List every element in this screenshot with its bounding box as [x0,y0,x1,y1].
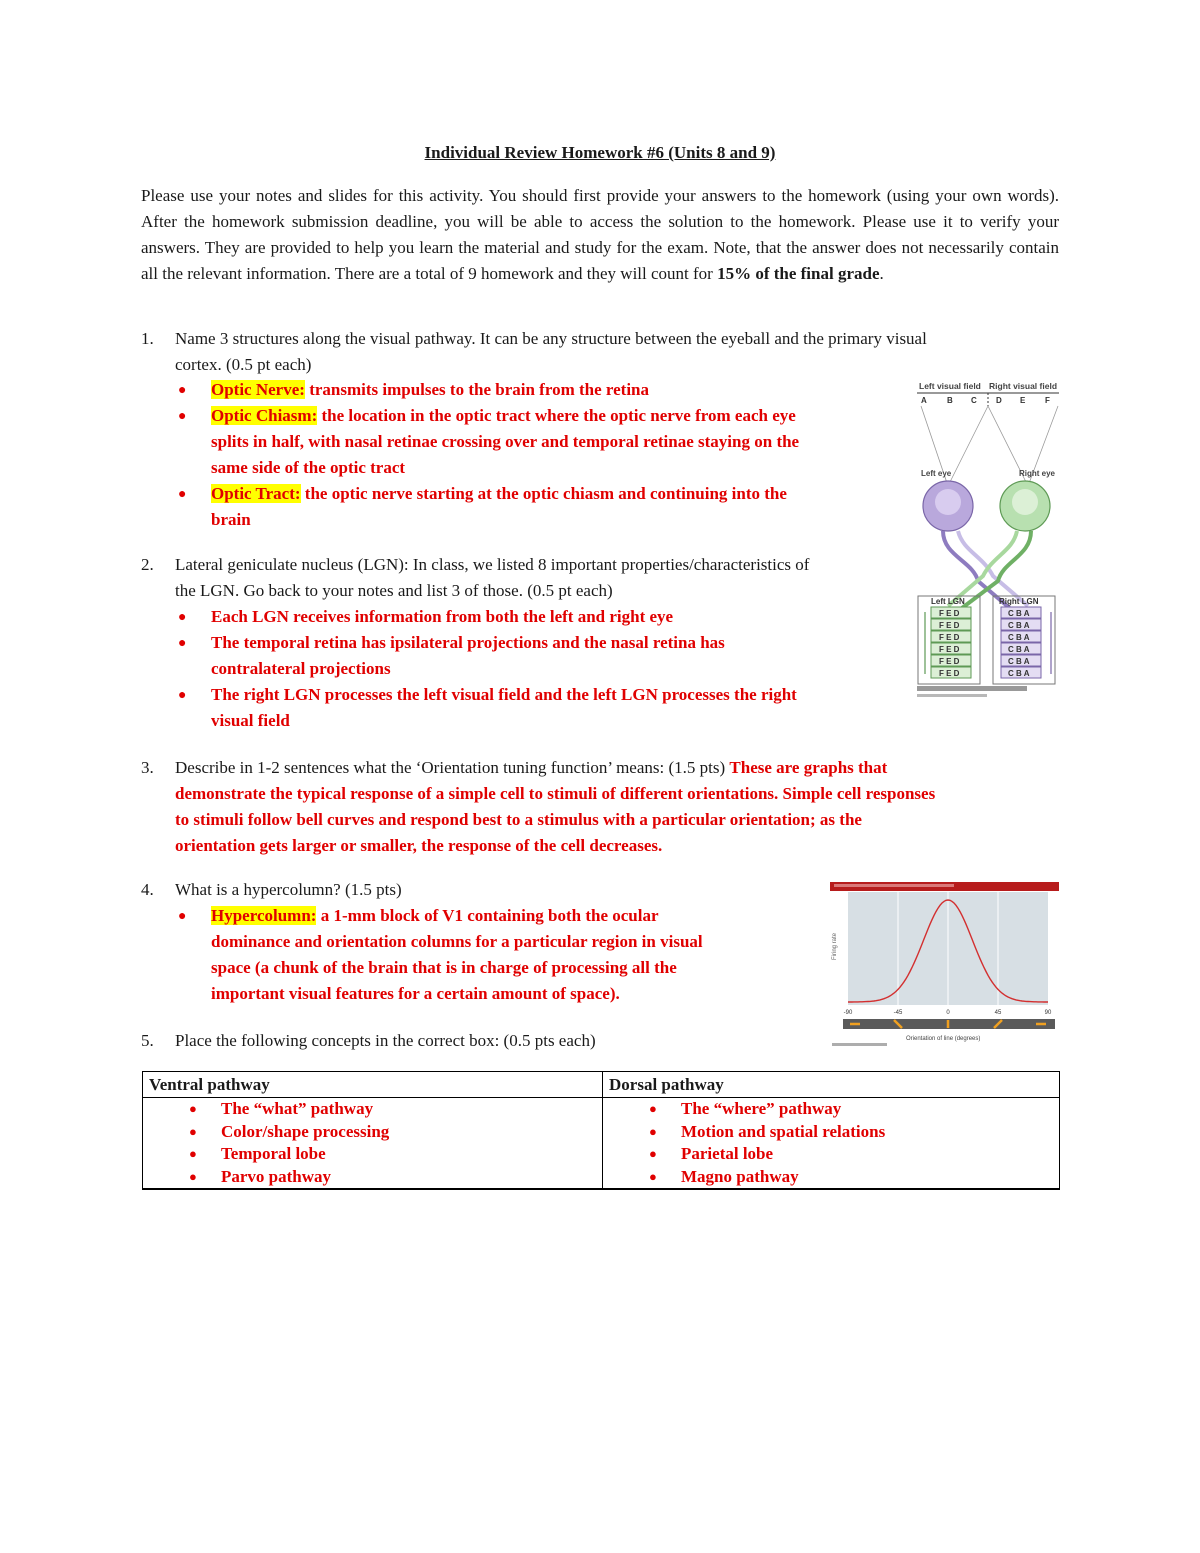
left-lgn-label: Left LGN [931,597,965,606]
lgn-cell: F E D [939,621,960,630]
intro-paragraph [141,183,1059,287]
lgn-cell: C B A [1008,657,1030,666]
list-item: ● Parietal lobe [609,1143,1053,1166]
answer-text: space (a chunk of the brain that is in charge of processing all the [211,958,677,977]
visual-pathway-figure [913,376,1063,706]
list-item: ● The “what” pathway [149,1098,596,1121]
bullet-icon: ● [178,409,187,424]
question-text: What is a hypercolumn? (1.5 pts) [175,880,402,899]
question-text: Name 3 structures along the visual pathway. It can be any structure between the eyeball and the primary visual [175,329,927,348]
field-letter: C [971,396,977,405]
right-lgn-label: Right LGN [999,597,1039,606]
left-eye-label: Left eye [921,469,952,478]
intro-bold: 15% of the final grade [717,264,880,283]
lgn-cell: C B A [1008,621,1030,630]
orientation-tuning-figure [826,880,1060,1050]
page-title: Individual Review Homework #6 (Units 8 and 9) [424,143,776,162]
lgn-cell: C B A [1008,669,1030,678]
x-axis-label: Orientation of line (degrees) [906,1036,981,1042]
list-item: ● Motion and spatial relations [609,1121,1053,1144]
answer-text: The right LGN processes the left visual field and the left LGN processes the right [211,685,797,704]
table-header-dorsal: Dorsal pathway [603,1072,1060,1098]
right-field-label: Right visual field [989,381,1058,391]
question-1 [141,326,1059,378]
lgn-cell: C B A [1008,633,1030,642]
answer-text: the location in the optic tract where the optic nerve from each eye [317,406,796,425]
question-5 [141,1028,801,1054]
lgn-cell: F E D [939,645,960,654]
question-text: cortex. (0.5 pt each) [175,355,312,374]
lgn-cell: F E D [939,657,960,666]
bullet-icon: ● [189,1123,197,1139]
bullet-icon: ● [189,1146,197,1161]
right-eye-label: Right eye [1019,469,1056,478]
answer-text: contralateral projections [211,659,391,678]
list-item: ● Temporal lobe [149,1143,596,1166]
answer-text: same side of the optic tract [211,458,406,477]
list-item: ● Parvo pathway [149,1166,596,1189]
lgn-cell: F E D [939,609,960,618]
intro-end: . [879,264,884,283]
answer-text: The temporal retina has ipsilateral projections and the nasal retina has [211,633,725,652]
answer-text: These are graphs that [729,758,888,777]
x-tick-label: 45 [994,1010,1002,1016]
bullet-icon: ● [178,688,187,703]
question-number: 4. [141,880,154,899]
x-tick-label: -45 [893,1010,903,1016]
answer-text: brain [211,510,251,529]
answer-term: Hypercolumn: [211,906,317,925]
answer-item [211,403,796,429]
lgn-cell: F E D [939,633,960,642]
bullet-icon: ● [178,610,187,625]
bullet-icon: ● [649,1168,657,1184]
question-text: Lateral geniculate nucleus (LGN): In class, we listed 8 important properties/characteristics of [175,555,810,574]
bullet-icon: ● [649,1101,657,1116]
answer-text: Each LGN receives information from both the left and right eye [211,607,674,626]
x-tick-label: 0 [946,1010,950,1016]
intro-text: Please use your notes and slides for this activity. You should first provide your answers to the homework (using your own words). After the homework submission deadline, you will be able to access the solution to the homework. Please use it to verify your answers. They are provided to help you learn the material and study for the exam. Note, that the answer does not necessarily contain all the relevant information. There are a total of 9 homework and they will count for [141,186,1059,283]
answer-item [211,377,649,403]
bullet-icon: ● [649,1146,657,1161]
bullet-icon: ● [649,1123,657,1139]
question-2 [141,552,921,604]
question-4 [141,877,801,903]
dorsal-cell [603,1098,1060,1190]
figure-caption [832,1043,887,1046]
field-letter: A [921,396,927,405]
question-number: 3. [141,758,154,777]
answer-term: Optic Nerve: [211,380,305,399]
x-tick-label: -90 [843,1010,853,1016]
answer-term: Optic Chiasm: [211,406,318,425]
x-tick-label: 90 [1044,1010,1052,1016]
lgn-cell: C B A [1008,609,1030,618]
y-axis-label: Firing rate [832,932,838,960]
lgn-cell: F E D [939,669,960,678]
answer-text: transmits impulses to the brain from the retina [304,380,650,399]
answer-item [211,481,787,507]
answer-text: the optic nerve starting at the optic chiasm and continuing into the [300,484,787,503]
bullet-icon: ● [178,383,187,398]
answer-text: to stimuli follow bell curves and respond best to a stimulus with a particular orientation; as the [175,810,862,829]
table-header-ventral: Ventral pathway [143,1072,603,1098]
field-letter: E [1020,396,1026,405]
field-letter: F [1045,396,1050,405]
question-text: Place the following concepts in the correct box: (0.5 pts each) [175,1031,596,1050]
question-text-line [175,755,887,781]
question-text: Describe in 1-2 sentences what the ‘Orientation tuning function’ means: (1.5 pts) [175,758,730,777]
bullet-icon: ● [189,1101,197,1116]
bullet-icon: ● [189,1168,197,1184]
answer-text: visual field [211,711,290,730]
list-item: ● The “where” pathway [609,1098,1053,1121]
list-item: ● Color/shape processing [149,1121,596,1144]
left-field-label: Left visual field [919,381,981,391]
answer-text: splits in half, with nasal retinae crossing over and temporal retinae staying on the [211,432,800,451]
pathway-table [142,1071,1060,1190]
answer-text: orientation gets larger or smaller, the response of the cell decreases. [175,836,663,855]
answer-item [211,903,659,929]
question-number: 1. [141,329,154,348]
answer-text: important visual features for a certain amount of space). [211,984,620,1003]
question-number: 2. [141,555,154,574]
field-letter: D [996,396,1002,405]
ventral-cell [143,1098,603,1190]
list-item: ● Magno pathway [609,1166,1053,1189]
bullet-icon: ● [178,487,187,502]
figure-caption [917,686,1027,691]
field-letter: B [947,396,953,405]
question-text: the LGN. Go back to your notes and list 3 of those. (0.5 pt each) [175,581,613,600]
answer-text: a 1-mm block of V1 containing both the ocular [316,906,659,925]
bullet-icon: ● [178,909,187,924]
answer-text: dominance and orientation columns for a particular region in visual [211,932,703,951]
answer-text: demonstrate the typical response of a simple cell to stimuli of different orientations. Simple cell responses [175,784,936,803]
lgn-cell: C B A [1008,645,1030,654]
question-number: 5. [141,1031,154,1050]
bullet-icon: ● [178,636,187,651]
answer-term: Optic Tract: [211,484,301,503]
